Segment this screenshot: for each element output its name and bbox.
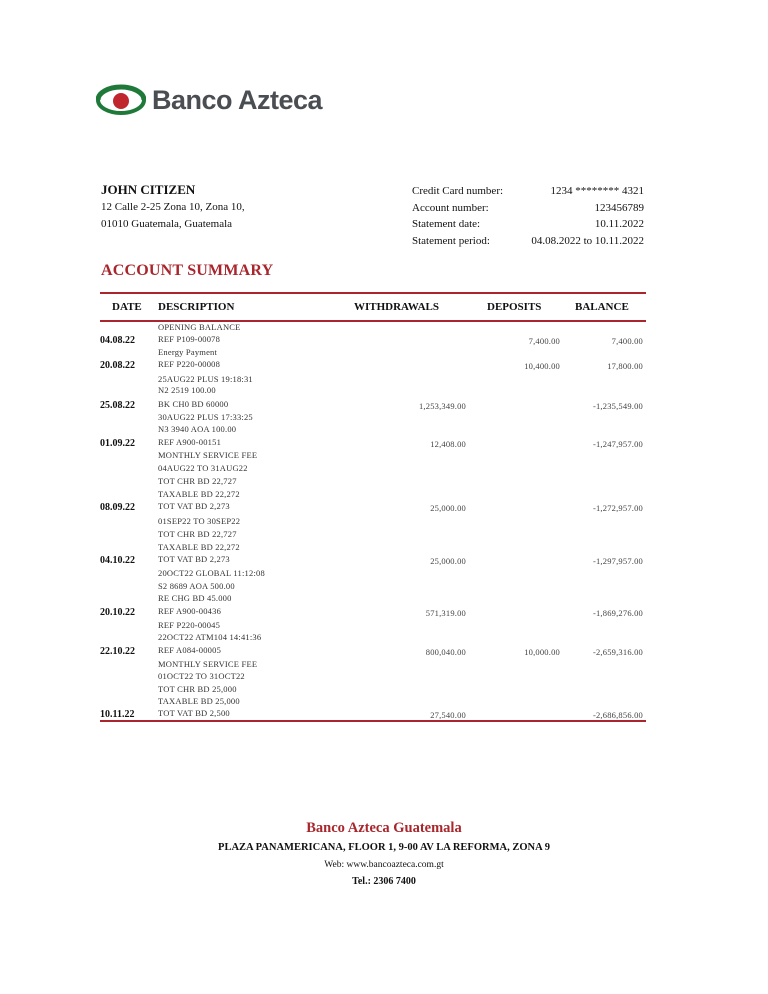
account-number-label: Account number:: [412, 201, 489, 214]
account-summary-title: ACCOUNT SUMMARY: [101, 262, 274, 279]
logo-wordmark: Banco Azteca: [152, 84, 323, 115]
account-number-value: 123456789: [594, 201, 644, 214]
description-line: TOT VAT BD 2,273: [158, 501, 230, 511]
transaction-date: 22.10.22: [100, 646, 135, 657]
withdrawal-amount: 571,319.00: [425, 608, 466, 618]
balance-amount: 17,800.00: [607, 361, 643, 371]
description-line: TAXABLE BD 22,272: [158, 542, 240, 552]
account-info-row: [412, 200, 644, 217]
footer-phone: Tel.: 2306 7400: [352, 876, 416, 887]
header-balance: BALANCE: [575, 301, 629, 313]
statement-date-value: 10.11.2022: [594, 218, 644, 230]
description-line: TAXABLE BD 25,000: [158, 696, 240, 706]
description-line: TOT VAT BD 2,500: [158, 708, 230, 718]
transactions-table: [100, 292, 646, 722]
description-line: TOT CHR BD 22,727: [158, 476, 237, 486]
description-line: OPENING BALANCE: [158, 322, 241, 332]
account-info-row: [412, 233, 644, 250]
description-line: N3 3940 AOA 100.00: [158, 424, 237, 434]
statement-period-label: Statement period:: [412, 234, 490, 247]
description-line: TOT CHR BD 25,000: [158, 684, 237, 694]
description-line: REF P109-00078: [158, 334, 221, 344]
withdrawal-amount: 800,040.00: [425, 647, 466, 657]
table-body: [100, 322, 646, 720]
description-line: REF P220-00045: [158, 620, 221, 630]
deposit-amount: 7,400.00: [528, 336, 560, 346]
account-info-row: [412, 183, 644, 200]
description-line: TOT CHR BD 22,727: [158, 529, 237, 539]
description-line: 25AUG22 PLUS 19:18:31: [158, 374, 253, 384]
description-line: REF A084-00005: [158, 645, 222, 655]
description-line: 04AUG22 TO 31AUG22: [158, 463, 248, 473]
statement-date-label: Statement date:: [412, 218, 481, 230]
balance-amount: -2,659,316.00: [592, 647, 643, 657]
header-withdrawals: WITHDRAWALS: [354, 301, 439, 313]
header-date: DATE: [112, 301, 142, 313]
credit-card-value: 1234 ******** 4321: [550, 185, 644, 197]
account-info: [412, 183, 644, 249]
withdrawal-amount: 12,408.00: [430, 439, 466, 449]
address-line-2: 01010 Guatemala, Guatemala: [101, 217, 233, 230]
description-line: MONTHLY SERVICE FEE: [158, 450, 258, 460]
transaction-date: 10.11.22: [100, 709, 135, 720]
header-deposits: DEPOSITS: [487, 301, 542, 313]
withdrawal-amount: 25,000.00: [430, 556, 466, 566]
balance-amount: 7,400.00: [611, 336, 643, 346]
footer-website: Web: www.bancoazteca.com.gt: [324, 860, 444, 870]
transaction-date: 04.08.22: [100, 335, 135, 346]
footer: [0, 820, 768, 887]
transaction-date: 01.09.22: [100, 438, 135, 449]
statement-period-value: 04.08.2022 to 10.11.2022: [531, 234, 644, 247]
customer-name: JOHN CITIZEN: [101, 182, 196, 197]
balance-amount: -1,869,276.00: [592, 608, 643, 618]
description-line: REF A900-00436: [158, 606, 222, 616]
description-line: 30AUG22 PLUS 17:33:25: [158, 412, 253, 422]
withdrawal-amount: 27,540.00: [430, 710, 466, 720]
table-header: [100, 294, 646, 320]
description-line: TOT VAT BD 2,273: [158, 554, 230, 564]
footer-address: PLAZA PANAMERICANA, FLOOR 1, 9-00 AV LA REFORMA, ZONA 9: [218, 842, 550, 853]
balance-amount: -1,235,549.00: [592, 401, 643, 411]
table-bottom-rule: [100, 720, 646, 722]
description-line: REF A900-00151: [158, 437, 222, 447]
bank-logo: [96, 80, 322, 120]
description-line: MONTHLY SERVICE FEE: [158, 659, 258, 669]
withdrawal-amount: 25,000.00: [430, 503, 466, 513]
banco-azteca-logo-icon: [96, 80, 146, 120]
transaction-date: 08.09.22: [100, 502, 135, 513]
balance-amount: -1,297,957.00: [592, 556, 643, 566]
description-line: BK CH0 BD 60000: [158, 399, 229, 409]
description-line: RE CHG BD 45.000: [158, 593, 232, 603]
footer-bank-name: Banco Azteca Guatemala: [306, 820, 462, 836]
description-line: S2 8689 AOA 500.00: [158, 581, 235, 591]
balance-amount: -1,272,957.00: [592, 503, 643, 513]
transaction-date: 20.10.22: [100, 607, 135, 618]
description-line: Energy Payment: [158, 347, 218, 357]
transaction-date: 20.08.22: [100, 360, 135, 371]
description-line: 01SEP22 TO 30SEP22: [158, 516, 241, 526]
description-line: 01OCT22 TO 31OCT22: [158, 671, 245, 681]
header-description: DESCRIPTION: [158, 301, 235, 313]
balance-amount: -1,247,957.00: [592, 439, 643, 449]
description-line: 22OCT22 ATM104 14:41:36: [158, 632, 262, 642]
description-line: TAXABLE BD 22,272: [158, 489, 240, 499]
description-line: 20OCT22 GLOBAL 11:12:08: [158, 568, 265, 578]
withdrawal-amount: 1,253,349.00: [418, 401, 466, 411]
transaction-date: 25.08.22: [100, 400, 135, 411]
description-line: N2 2519 100.00: [158, 385, 216, 395]
transaction-date: 04.10.22: [100, 555, 135, 566]
account-info-row: [412, 216, 644, 233]
address-line-1: 12 Calle 2-25 Zona 10, Zona 10,: [101, 201, 245, 213]
description-line: REF P220-00008: [158, 359, 221, 369]
customer-address-block: [101, 181, 245, 232]
deposit-amount: 10,400.00: [524, 361, 560, 371]
balance-amount: -2,686,856.00: [592, 710, 643, 720]
deposit-amount: 10,000.00: [524, 647, 560, 657]
credit-card-label: Credit Card number:: [412, 185, 504, 197]
